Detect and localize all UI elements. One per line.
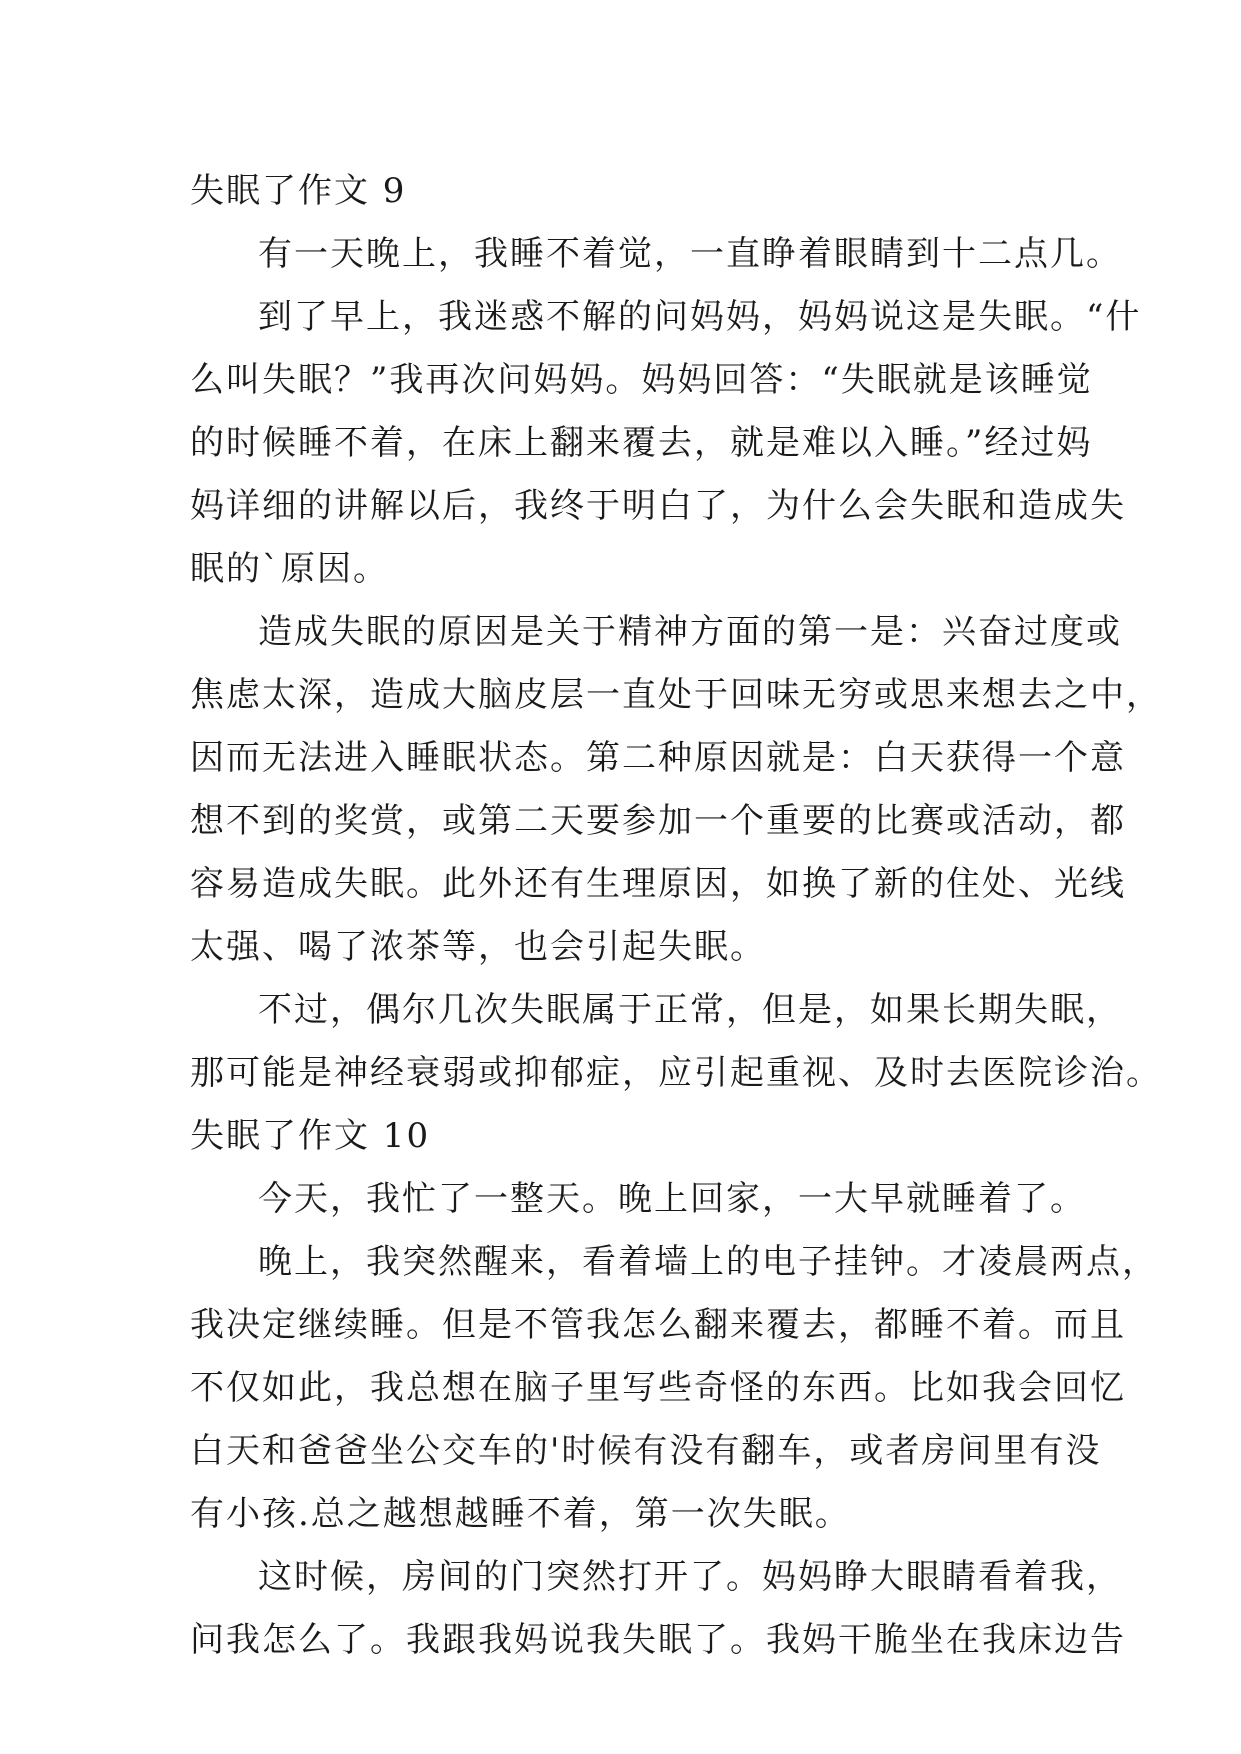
text-line: 的时候睡不着，在床上翻来覆去，就是难以入睡。”经过妈 bbox=[190, 423, 1093, 463]
text-line: 妈详细的讲解以后，我终于明白了，为什么会失眠和造成失 bbox=[190, 486, 1126, 526]
text-line: 太强、喝了浓茶等，也会引起失眠。 bbox=[190, 927, 766, 967]
document-body bbox=[190, 160, 1162, 1672]
text-line: 眠的`原因。 bbox=[190, 549, 389, 589]
text-line: 想不到的奖赏，或第二天要参加一个重要的比赛或活动，都 bbox=[190, 801, 1126, 841]
text-line: 失眠了作文 9 bbox=[190, 171, 407, 211]
text-line: 么叫失眠？”我再次问妈妈。妈妈回答：“失眠就是该睡觉 bbox=[190, 360, 1093, 400]
text-line: 焦虑太深，造成大脑皮层一直处于回味无穷或思来想去之中， bbox=[190, 675, 1162, 715]
text-line: 不仅如此，我总想在脑子里写些奇怪的东西。比如我会回忆 bbox=[190, 1368, 1126, 1408]
text-line: 失眠了作文 10 bbox=[190, 1116, 431, 1156]
text-line: 那可能是神经衰弱或抑郁症，应引起重视、及时去医院诊治。 bbox=[190, 1053, 1162, 1093]
text-line: 有小孩.总之越想越睡不着，第一次失眠。 bbox=[190, 1494, 851, 1534]
text-line: 今天，我忙了一整天。晚上回家，一大早就睡着了。 bbox=[258, 1179, 1086, 1219]
text-line: 这时候，房间的门突然打开了。妈妈睁大眼睛看着我， bbox=[258, 1557, 1122, 1597]
text-line: 有一天晚上，我睡不着觉，一直睁着眼睛到十二点几。 bbox=[258, 234, 1122, 274]
text-line: 因而无法进入睡眠状态。第二种原因就是：白天获得一个意 bbox=[190, 738, 1126, 778]
text-line: 问我怎么了。我跟我妈说我失眠了。我妈干脆坐在我床边告 bbox=[190, 1620, 1126, 1660]
text-line: 容易造成失眠。此外还有生理原因，如换了新的住处、光线 bbox=[190, 864, 1126, 904]
text-line: 造成失眠的原因是关于精神方面的第一是：兴奋过度或 bbox=[258, 612, 1122, 652]
text-line: 到了早上，我迷惑不解的问妈妈，妈妈说这是失眠。“什 bbox=[258, 297, 1142, 337]
text-line: 白天和爸爸坐公交车的'时候有没有翻车，或者房间里有没 bbox=[190, 1431, 1102, 1471]
text-line: 我决定继续睡。但是不管我怎么翻来覆去，都睡不着。而且 bbox=[190, 1305, 1126, 1345]
text-line: 晚上，我突然醒来，看着墙上的电子挂钟。才凌晨两点， bbox=[258, 1242, 1158, 1282]
text-line: 不过，偶尔几次失眠属于正常，但是，如果长期失眠， bbox=[258, 990, 1122, 1030]
